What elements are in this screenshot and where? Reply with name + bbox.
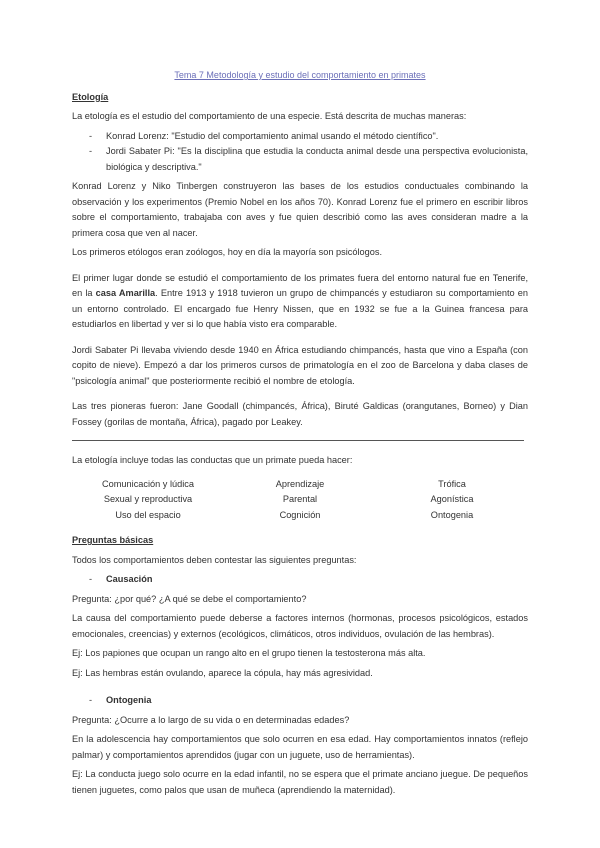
conducta-item: Sexual y reproductiva: [103, 494, 193, 504]
ontogenia-pregunta: Pregunta: ¿Ocurre a lo largo de su vida o en determinadas edades?: [72, 714, 350, 725]
intro-paragraph: La etología es el estudio del comportamiento de una especie. Está descrita de muchas maneras:: [72, 111, 467, 121]
conducta-item: Uso del espacio: [115, 509, 181, 520]
conducta-item: Trófica: [438, 478, 466, 489]
conducta-item: Ontogenia: [430, 509, 474, 520]
preguntas-intro: Todos los comportamientos deben contestar las siguientes preguntas:: [72, 554, 357, 565]
conductas-grid: [72, 477, 528, 524]
subheading-causacion: - Causación: [72, 572, 528, 588]
etologos-paragraph: Los primeros etólogos eran zoólogos, hoy en día la mayoría son psicólogos.: [72, 247, 383, 257]
conductas-intro: La etología incluye todas las conductas que un primate pueda hacer:: [72, 455, 353, 465]
casa-amarilla-emphasis: casa Amarilla: [95, 288, 156, 298]
causacion-pregunta: Pregunta: ¿por qué? ¿A qué se debe el comportamiento?: [72, 593, 307, 604]
list-item: - Jordi Sabater Pi: "Es la disciplina que estudia la conducta animal desde una perspectiva evolucionista, biológica y descriptiva.": [72, 144, 528, 175]
ontogenia-texto: En la adolescencia hay comportamientos que solo ocurren en esa edad. Hay comportamientos innatos (reflejo palmar) y comportamientos aprendidos (jugar con un juguete, uso de herramientas).: [72, 734, 528, 760]
ontogenia-ejemplo: Ej: La conducta juego solo ocurre en la edad infantil, no se espera que el primate anciano juegue. De pequeños tienen juguetes, como palos que usan de muñeca (aprendiendo la maternidad).: [72, 769, 528, 795]
subheading-ontogenia: - Ontogenia: [72, 693, 528, 709]
lorenz-paragraph: Konrad Lorenz y Niko Tinbergen construyeron las bases de los estudios conductuales combinando la observación y los experimentos (Premio Nobel en los años 70). Konrad Lorenz fue el primero en escribir libros sobre el comportamiento, trabajaba con aves y fue quien describió como las aves consideran madre a la primera cosa que ven al nacer.: [72, 181, 528, 238]
conducta-item: Aprendizaje: [275, 478, 325, 489]
document-title: Tema 7 Metodología y estudio del comportamiento en primates: [174, 70, 426, 80]
horizontal-divider: [72, 440, 524, 441]
document-page: [72, 66, 528, 802]
definitions-list: [72, 129, 528, 176]
conducta-item: Cognición: [279, 509, 321, 520]
conducta-item: Parental: [282, 494, 318, 504]
conducta-item: Agonística: [430, 494, 474, 504]
causacion-ejemplo-1: Ej: Los papiones que ocupan un rango alto en el grupo tienen la testosterona más alta.: [72, 648, 426, 658]
causacion-ejemplo-2: Ej: Las hembras están ovulando, aparece la cópula, hay más agresividad.: [72, 667, 373, 678]
sabater-paragraph: Jordi Sabater Pi llevaba viviendo desde 1940 en África estudiando chimpancés, hasta que vino a España (con copito de nieve). Empezó a dar los primeros cursos de primatología en el zoo de Barcelona y daba clases de "psicología animal" que posteriormente recibió el nombre de etología.: [72, 344, 528, 386]
tenerife-paragraph: El primer lugar donde se estudió el comportamiento de los primates fuera del entorno natural fue en Tenerife, en la casa Amarilla. Entre 1913 y 1918 tuvieron un grupo de chimpancés y estudiaron su comportamiento en un entorno controlado. El encargado fue Henry Nissen, que en 1932 se fue a la Guinea francesa para estudiarlos en libertad y ver si lo que había visto era comparable.: [72, 272, 528, 329]
pioneras-paragraph: Las tres pioneras fueron: Jane Goodall (chimpancés, África), Biruté Galdicas (orangutanes, Borneo) y Dian Fossey (gorilas de montaña, África), pagado por Leakey.: [72, 401, 528, 427]
conducta-item: Comunicación y lúdica: [102, 478, 194, 489]
causacion-texto: La causa del comportamiento puede deberse a factores internos (hormonas, procesos psicológicos, estados emocionales, creencias) y externos (ecológicos, climáticos, otros individuos, ovulación de las hembras).: [72, 613, 528, 639]
section-heading-etologia: Etología: [72, 91, 109, 102]
list-item: - Konrad Lorenz: "Estudio del comportamiento animal usando el método científico".: [72, 129, 528, 145]
section-heading-preguntas: Preguntas básicas: [72, 535, 154, 545]
